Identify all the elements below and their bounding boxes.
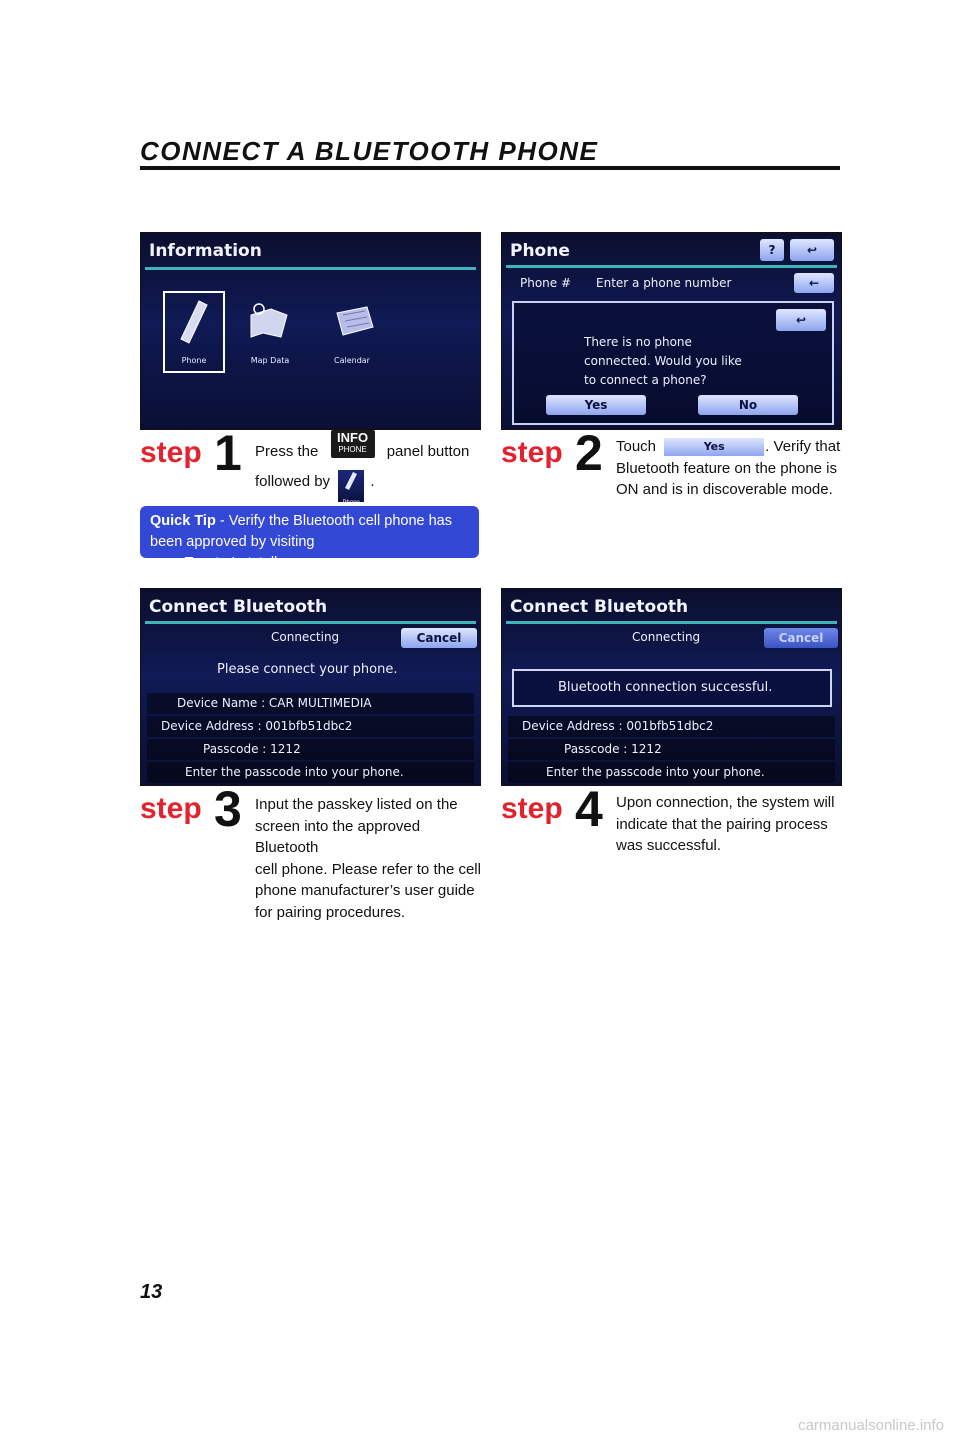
screen-title: Information <box>149 241 262 261</box>
map-data-tile <box>241 293 299 371</box>
device-address: Device Address : 001bfb51dbc2 <box>522 719 714 733</box>
phone-handset-icon <box>338 470 364 492</box>
info-row <box>147 693 474 714</box>
phone-field-label: Phone # <box>520 276 572 290</box>
phone-icon-label: Phone <box>342 499 360 506</box>
yes-button[interactable]: Yes <box>546 395 646 415</box>
step-4-line: was successful. <box>616 837 722 854</box>
quick-tip-box <box>140 506 479 571</box>
step-3-line: screen into the approved Bluetooth <box>255 817 421 856</box>
step-number: 3 <box>214 781 242 837</box>
connecting-status: Connecting <box>632 630 701 644</box>
watermark: carmanualsonline.info <box>798 1417 944 1434</box>
phone-field-value: Enter a phone number <box>596 276 732 290</box>
step-4-line: Upon connection, the system will <box>616 794 835 811</box>
calendar-label: Calendar <box>334 356 370 365</box>
step-2-line-2: Bluetooth feature on the phone is <box>616 459 838 477</box>
info-row <box>508 739 835 760</box>
step-4-text <box>616 792 842 857</box>
passcode-instruction: Enter the passcode into your phone. <box>185 765 404 779</box>
device-name: Device Name : CAR MULTIMEDIA <box>177 696 372 710</box>
screen-divider <box>145 621 476 624</box>
no-phone-dialog <box>512 301 834 425</box>
step-1-text-b: panel button <box>386 442 470 460</box>
connecting-status: Connecting <box>271 630 340 644</box>
title-divider <box>140 166 840 170</box>
screen-divider <box>506 265 837 268</box>
passcode: Passcode : 1212 <box>203 742 301 756</box>
help-button[interactable]: ? <box>760 239 784 261</box>
success-dialog <box>512 669 832 707</box>
step-number: 4 <box>575 781 603 837</box>
phone-tile <box>163 291 225 373</box>
screen-title: Connect Bluetooth <box>149 597 328 617</box>
step-number: 2 <box>575 425 603 481</box>
info-label: INFO <box>337 430 369 445</box>
phone-tile-label: Phone <box>181 356 207 365</box>
step-1-period: . <box>370 472 375 490</box>
map-book-icon <box>241 293 299 353</box>
info-row <box>147 762 474 783</box>
step-2-line-3: ON and is in discoverable mode. <box>616 481 833 498</box>
step-number: 1 <box>214 425 242 481</box>
phone-screenshot <box>501 232 842 430</box>
step-3-text <box>255 794 487 923</box>
step-3-line: cell phone. Please refer to the cell <box>255 860 481 878</box>
step-label: step <box>501 792 563 825</box>
screen-divider <box>506 621 837 624</box>
connect-bluetooth-screenshot <box>140 588 481 786</box>
delete-button[interactable]: ← <box>794 273 834 293</box>
info-row <box>147 739 474 760</box>
step-1-text-c: followed by <box>255 472 331 490</box>
step-2-text <box>616 436 842 501</box>
yes-button-icon: Yes <box>664 438 764 456</box>
screen-title: Phone <box>510 241 570 261</box>
screen-divider <box>145 267 476 270</box>
info-row <box>508 716 835 737</box>
device-address: Device Address : 001bfb51dbc2 <box>161 719 353 733</box>
back-button[interactable]: ↩ <box>790 239 834 261</box>
step-3-line: phone manufacturer’s user guide <box>255 882 475 899</box>
step-2-text-b: . Verify that <box>765 438 841 455</box>
step-1-text-a: Press the <box>255 442 319 460</box>
dialog-back-button[interactable]: ↩ <box>776 309 826 331</box>
step-2-text-a: Touch <box>616 438 657 455</box>
page-number: 13 <box>140 1281 163 1303</box>
passcode: Passcode : 1212 <box>564 742 662 756</box>
step-3-line: Input the passkey listed on the <box>255 796 458 813</box>
connect-message: Please connect your phone. <box>217 662 398 677</box>
quick-tip-text <box>150 511 471 574</box>
info-row <box>508 762 835 783</box>
calendar-icon <box>323 293 381 353</box>
cancel-button[interactable]: Cancel <box>401 628 477 648</box>
dialog-line: There is no phone <box>584 335 692 349</box>
info-row <box>147 716 474 737</box>
phone-label: PHONE <box>338 445 367 454</box>
phone-handset-icon <box>165 293 223 353</box>
step-label: step <box>140 436 202 469</box>
success-message: Bluetooth connection successful. <box>558 680 773 695</box>
dialog-line: to connect a phone? <box>584 373 707 387</box>
info-phone-button-icon <box>331 430 375 458</box>
information-screenshot <box>140 232 481 430</box>
quick-tip-body: - Verify the Bluetooth cell phone has been approved by visiting www.Toyota.Letstalk.com. <box>150 513 452 571</box>
cancel-button[interactable]: Cancel <box>764 628 838 648</box>
map-data-label: Map Data <box>250 356 290 365</box>
step-1-text <box>255 430 475 506</box>
calendar-tile <box>323 293 381 371</box>
screen-title: Connect Bluetooth <box>510 597 689 617</box>
step-label: step <box>501 436 563 469</box>
step-label: step <box>140 792 202 825</box>
page-title: CONNECT A BLUETOOTH PHONE <box>140 136 599 166</box>
phone-button-icon <box>338 470 364 506</box>
connection-successful-screenshot <box>501 588 842 786</box>
no-button[interactable]: No <box>698 395 798 415</box>
quick-tip-label: Quick Tip <box>150 513 216 529</box>
dialog-line: connected. Would you like <box>584 354 742 368</box>
step-4-line: indicate that the pairing process <box>616 815 828 833</box>
step-3-line: for pairing procedures. <box>255 903 406 921</box>
passcode-instruction: Enter the passcode into your phone. <box>546 765 765 779</box>
